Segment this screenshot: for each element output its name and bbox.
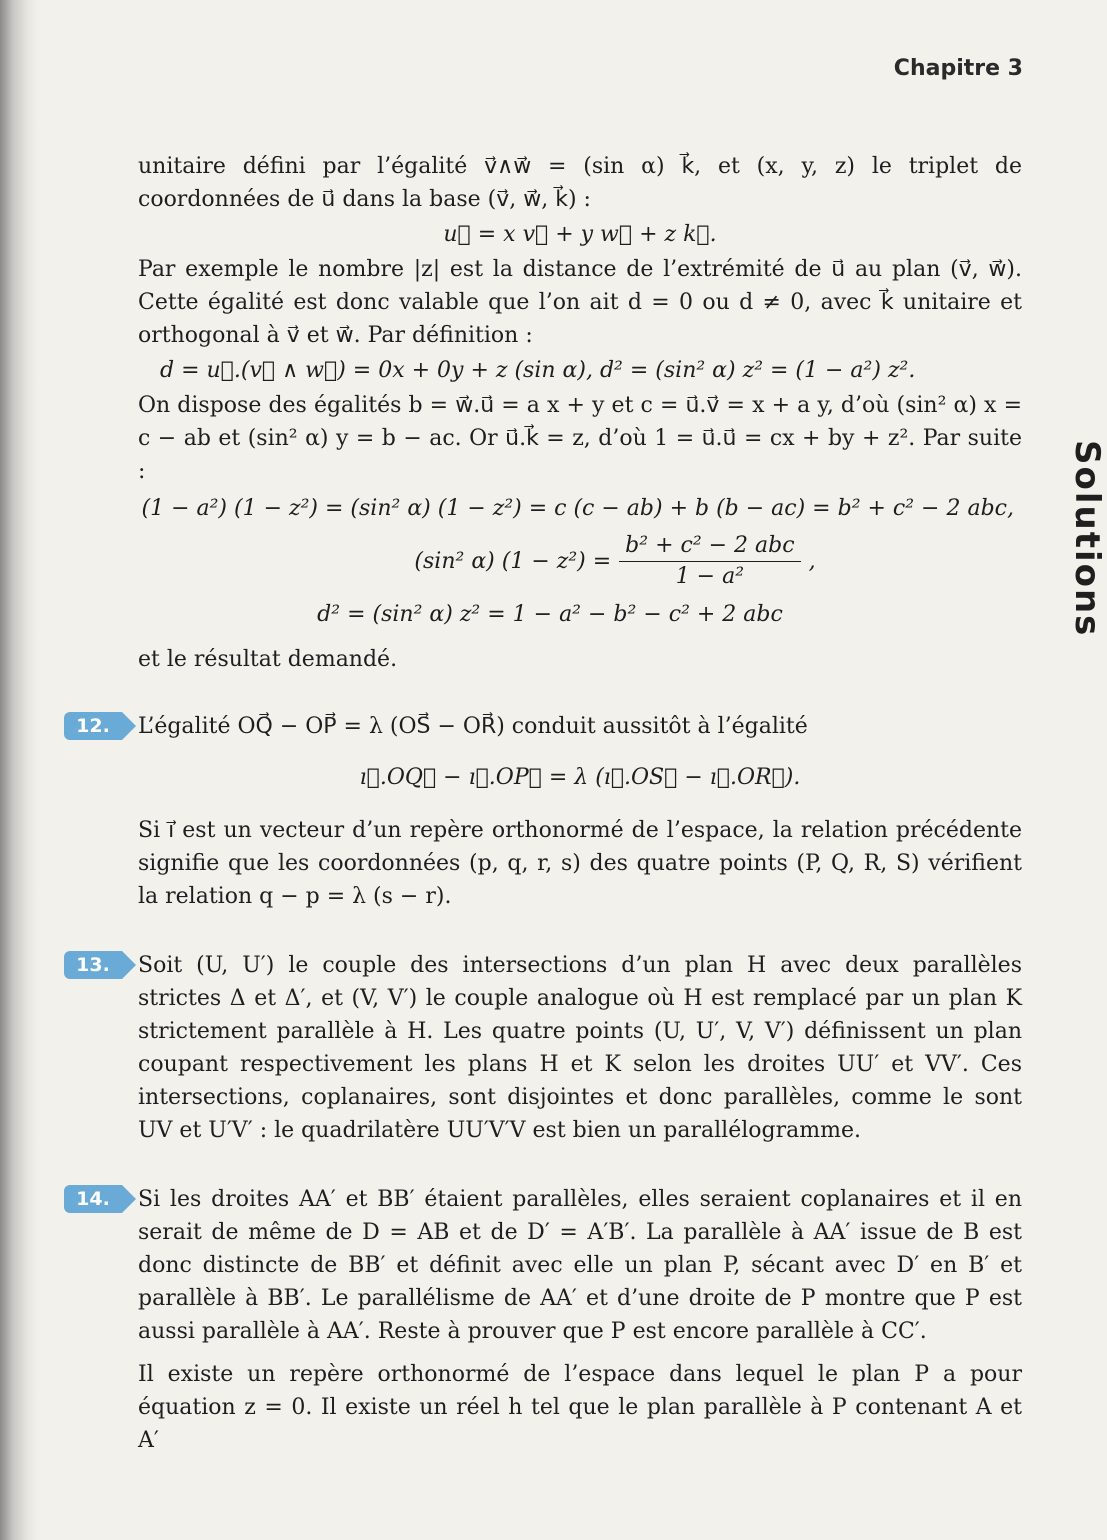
exercise-number-badge: 14. xyxy=(64,1185,122,1213)
chapter-header: Chapitre 3 xyxy=(893,56,1023,81)
intro-paragraph-1: unitaire défini par l’égalité v⃗∧w⃗ = (sin α) k⃗, et (x, y, z) le triplet de coordonnées de u⃗ dans la base (v⃗, w⃗, k⃗) : xyxy=(138,154,1022,212)
exercise-12-equation: ı⃗.OQ⃗ − ı⃗.OP⃗ = λ (ı⃗.OS⃗ − ı⃗.OR⃗). xyxy=(359,765,801,790)
page-content xyxy=(76,150,1022,1457)
fraction-left: (sin² α) (1 − z²) = xyxy=(414,549,612,574)
equation-d-squared: d² = (sin² α) z² = 1 − a² − b² − c² + 2 abc xyxy=(317,602,783,627)
exercise-14-paragraph-1: Si les droites AA′ et BB′ étaient parallèles, elles seraient coplanaires et il en serait de même de D = AB et de D′ = A′B′. La parallèle à AA′ issue de B est donc distincte de BB′ et définit avec elle un plan P, sécant avec D′ en B′ et parallèle à BB′. Le parallélisme de AA′ et d’une droite de P montre que P est aussi parallèle à AA′. Reste à prouver que P est encore parallèle à CC′. xyxy=(138,1187,1022,1344)
exercise-14 xyxy=(76,1183,1022,1457)
intro-paragraph-3: On dispose des égalités b = w⃗.u⃗ = a x + y et c = u⃗.v⃗ = x + a y, d’où (sin² α) x = c − ab et (sin² α) y = b − ac. Or u⃗.k⃗ = z, d’où 1 = u⃗.u⃗ = cx + by + z². Par suite : xyxy=(138,393,1022,484)
exercise-number-badge: 13. xyxy=(64,951,122,979)
exercise-number-badge: 12. xyxy=(64,712,122,740)
intro-paragraph-2: Par exemple le nombre |z| est la distance de l’extrémité de u⃗ au plan (v⃗, w⃗). Cette égalité est donc valable que l’on ait d = 0 ou d ≠ 0, avec k⃗ unitaire et orthogonal à v⃗ et w⃗. Par définition : xyxy=(138,257,1022,348)
equation-d: d = u⃗.(v⃗ ∧ w⃗) = 0x + 0y + z (sin α), d² = (sin² α) z² = (1 − a²) z². xyxy=(160,358,916,383)
fraction-comma: , xyxy=(808,549,816,574)
fraction xyxy=(619,531,800,592)
exercise-12-paragraph-1: L’égalité OQ⃗ − OP⃗ = λ (OS⃗ − OR⃗) conduit aussitôt à l’égalité xyxy=(138,714,808,739)
book-spine-shadow xyxy=(0,0,38,1540)
exercise-12-paragraph-2: Si ı⃗ est un vecteur d’un repère orthonormé de l’espace, la relation précédente signifie que les coordonnées (p, q, r, s) des quatre points (P, Q, R, S) vérifient la relation q − p = λ (s − r). xyxy=(138,818,1022,909)
fraction-denominator: 1 − a² xyxy=(675,564,745,589)
exercise-14-paragraph-2: Il existe un repère orthonormé de l’espace dans lequel le plan P a pour équation z = 0. Il existe un réel h tel que le plan parallèle à P contenant A et A′ xyxy=(138,1362,1022,1453)
fraction-numerator: b² + c² − 2 abc xyxy=(619,531,800,562)
exercise-13-paragraph-1: Soit (U, U′) le couple des intersections d’un plan H avec deux parallèles strictes Δ et Δ′, et (V, V′) le couple analogue où H est remplacé par un plan K strictement parallèle à H. Les quatre points (U, U′, V, V′) définissent un plan coupant respectivement les plans H et K selon les droites UU′ et VV′. Ces intersections, coplanaires, sont disjointes et donc parallèles, comme le sont UV et U′V′ : le quadrilatère UU′V′V est bien un parallélogramme. xyxy=(138,953,1022,1143)
exercise-12 xyxy=(76,710,1022,913)
exercise-13 xyxy=(76,949,1022,1147)
equation-product: (1 − a²) (1 − z²) = (sin² α) (1 − z²) = c (c − ab) + b (b − ac) = b² + c² − 2 abc, xyxy=(141,496,1014,521)
equation-fraction xyxy=(208,531,1022,592)
intro-paragraph-4: et le résultat demandé. xyxy=(138,647,398,672)
equation-u-decomposition: u⃗ = x v⃗ + y w⃗ + z k⃗. xyxy=(443,222,717,247)
side-tab-solutions: Solutions xyxy=(1067,440,1107,638)
